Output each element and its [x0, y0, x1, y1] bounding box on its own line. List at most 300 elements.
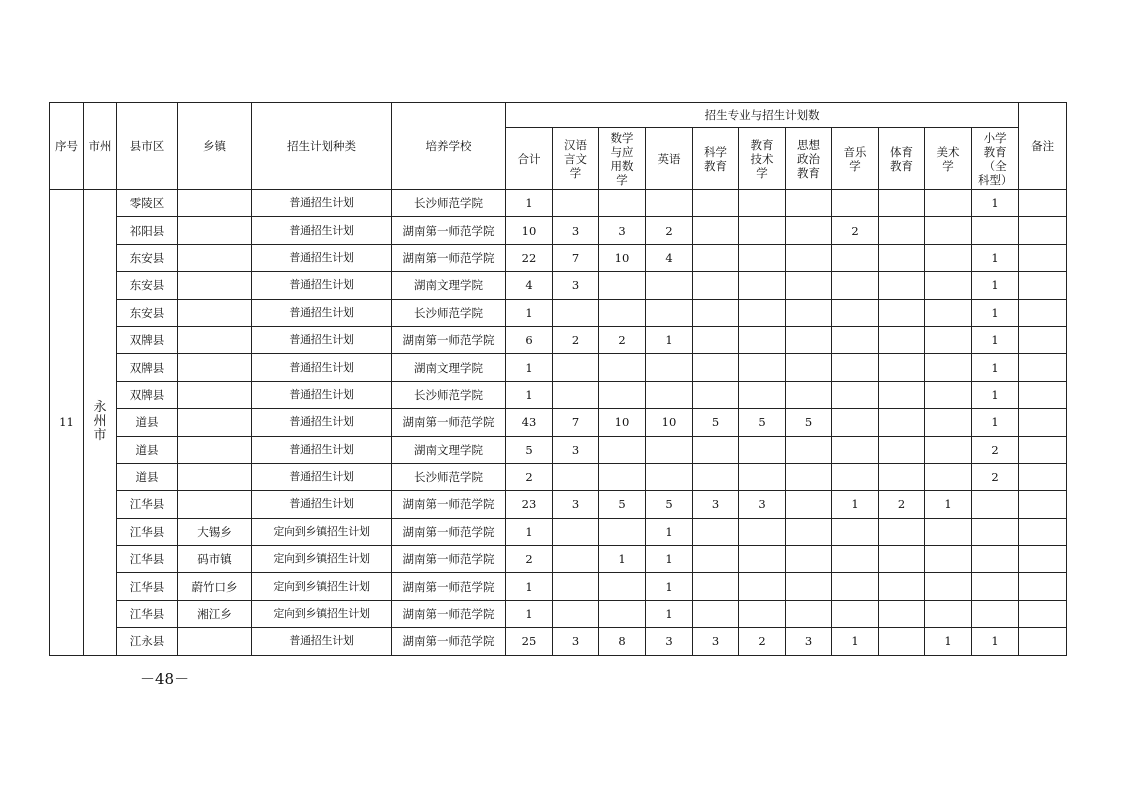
cell-major-7	[832, 436, 879, 463]
cell-major-5	[739, 326, 786, 353]
cell-major-6	[786, 546, 832, 573]
cell-major-5	[739, 518, 786, 545]
cell-major-2	[599, 463, 646, 490]
cell-plan-type: 普通招生计划	[252, 409, 392, 436]
cell-major-4	[693, 381, 739, 408]
cell-major-7	[832, 381, 879, 408]
cell-county: 祁阳县	[117, 217, 178, 244]
cell-major-9	[925, 409, 972, 436]
cell-remark	[1019, 326, 1067, 353]
cell-major-5	[739, 217, 786, 244]
table-row	[50, 491, 1067, 518]
cell-major-9	[925, 436, 972, 463]
cell-remark	[1019, 600, 1067, 627]
cell-major-9: 1	[925, 491, 972, 518]
cell-major-4	[693, 272, 739, 299]
cell-county: 东安县	[117, 244, 178, 271]
table-row	[50, 573, 1067, 600]
cell-school: 湖南第一师范学院	[392, 217, 506, 244]
cell-major-2: 2	[599, 326, 646, 353]
cell-major-4	[693, 518, 739, 545]
cell-major-7	[832, 354, 879, 381]
header-city: 市州	[84, 103, 117, 190]
cell-major-3	[646, 272, 693, 299]
cell-major-7	[832, 573, 879, 600]
table-row	[50, 272, 1067, 299]
cell-major-8	[879, 354, 925, 381]
cell-major-5	[739, 244, 786, 271]
cell-major-0: 22	[506, 244, 553, 271]
cell-town: 湘江乡	[178, 600, 252, 627]
cell-county: 江永县	[117, 628, 178, 655]
cell-town	[178, 436, 252, 463]
cell-major-1	[553, 354, 599, 381]
cell-remark	[1019, 546, 1067, 573]
cell-town	[178, 463, 252, 490]
cell-major-1	[553, 546, 599, 573]
cell-major-6: 5	[786, 409, 832, 436]
cell-school: 长沙师范学院	[392, 463, 506, 490]
cell-major-1: 3	[553, 436, 599, 463]
cell-major-6	[786, 354, 832, 381]
cell-major-10	[972, 600, 1019, 627]
cell-major-4: 3	[693, 491, 739, 518]
cell-major-4	[693, 190, 739, 217]
cell-major-10: 1	[972, 326, 1019, 353]
cell-county: 双牌县	[117, 326, 178, 353]
cell-major-10: 1	[972, 628, 1019, 655]
header-major-7: 音乐学	[832, 128, 879, 190]
cell-major-9	[925, 518, 972, 545]
table-row	[50, 436, 1067, 463]
cell-major-5	[739, 299, 786, 326]
cell-major-2: 3	[599, 217, 646, 244]
cell-major-10: 1	[972, 409, 1019, 436]
cell-major-8	[879, 436, 925, 463]
cell-major-1	[553, 190, 599, 217]
cell-major-9	[925, 381, 972, 408]
cell-county: 东安县	[117, 272, 178, 299]
cell-major-4	[693, 354, 739, 381]
enrollment-plan-table	[49, 102, 1067, 656]
cell-major-0: 43	[506, 409, 553, 436]
table-row	[50, 463, 1067, 490]
cell-major-5	[739, 573, 786, 600]
cell-town	[178, 409, 252, 436]
cell-major-7: 1	[832, 491, 879, 518]
cell-major-10	[972, 518, 1019, 545]
cell-school: 湖南文理学院	[392, 436, 506, 463]
cell-major-4	[693, 463, 739, 490]
cell-county: 东安县	[117, 299, 178, 326]
cell-major-8	[879, 272, 925, 299]
cell-major-1	[553, 518, 599, 545]
cell-major-1: 3	[553, 628, 599, 655]
cell-major-6	[786, 244, 832, 271]
cell-major-10: 1	[972, 190, 1019, 217]
cell-major-2: 10	[599, 244, 646, 271]
table-row	[50, 299, 1067, 326]
cell-school: 湖南第一师范学院	[392, 409, 506, 436]
cell-remark	[1019, 628, 1067, 655]
cell-county: 江华县	[117, 600, 178, 627]
cell-county: 江华县	[117, 491, 178, 518]
cell-major-8	[879, 326, 925, 353]
cell-remark	[1019, 463, 1067, 490]
cell-major-0: 1	[506, 573, 553, 600]
cell-major-6	[786, 381, 832, 408]
cell-major-5	[739, 436, 786, 463]
cell-major-0: 1	[506, 381, 553, 408]
header-major-2: 数学与应用数学	[599, 128, 646, 190]
cell-major-9	[925, 326, 972, 353]
cell-major-3: 1	[646, 518, 693, 545]
cell-remark	[1019, 244, 1067, 271]
cell-major-0: 1	[506, 190, 553, 217]
cell-major-7	[832, 600, 879, 627]
cell-major-0: 1	[506, 600, 553, 627]
cell-remark	[1019, 299, 1067, 326]
cell-major-7: 2	[832, 217, 879, 244]
cell-major-8: 2	[879, 491, 925, 518]
cell-major-10: 1	[972, 299, 1019, 326]
cell-county: 零陵区	[117, 190, 178, 217]
cell-major-3: 1	[646, 546, 693, 573]
cell-major-5	[739, 190, 786, 217]
cell-major-5: 3	[739, 491, 786, 518]
cell-town	[178, 326, 252, 353]
header-major-1: 汉语言文学	[553, 128, 599, 190]
cell-major-10	[972, 573, 1019, 600]
cell-major-5	[739, 600, 786, 627]
header-major-5: 教育技术学	[739, 128, 786, 190]
table-row	[50, 546, 1067, 573]
cell-major-4	[693, 600, 739, 627]
cell-major-1: 3	[553, 272, 599, 299]
cell-major-3	[646, 354, 693, 381]
header-school: 培养学校	[392, 103, 506, 190]
cell-major-6	[786, 518, 832, 545]
cell-major-10	[972, 546, 1019, 573]
cell-county: 江华县	[117, 518, 178, 545]
cell-major-2	[599, 518, 646, 545]
cell-major-1	[553, 573, 599, 600]
cell-remark	[1019, 409, 1067, 436]
cell-major-3	[646, 463, 693, 490]
cell-plan-type: 普通招生计划	[252, 299, 392, 326]
cell-major-3: 3	[646, 628, 693, 655]
cell-major-9	[925, 600, 972, 627]
cell-remark	[1019, 573, 1067, 600]
cell-major-2: 10	[599, 409, 646, 436]
cell-major-9	[925, 463, 972, 490]
cell-major-5	[739, 354, 786, 381]
cell-major-6	[786, 272, 832, 299]
cell-major-8	[879, 463, 925, 490]
cell-major-4: 3	[693, 628, 739, 655]
cell-plan-type: 普通招生计划	[252, 436, 392, 463]
table-row	[50, 326, 1067, 353]
cell-school: 湖南第一师范学院	[392, 546, 506, 573]
cell-major-9	[925, 546, 972, 573]
table-row	[50, 190, 1067, 217]
cell-major-9	[925, 354, 972, 381]
cell-major-1	[553, 463, 599, 490]
cell-major-10: 2	[972, 463, 1019, 490]
cell-plan-type: 普通招生计划	[252, 354, 392, 381]
cell-major-8	[879, 546, 925, 573]
cell-county: 双牌县	[117, 354, 178, 381]
cell-major-5	[739, 463, 786, 490]
cell-major-3: 1	[646, 573, 693, 600]
cell-major-8	[879, 381, 925, 408]
cell-major-1: 3	[553, 491, 599, 518]
row-group-seq: 11	[50, 190, 84, 656]
cell-major-4	[693, 573, 739, 600]
cell-town	[178, 272, 252, 299]
table-row	[50, 409, 1067, 436]
page-number: －48－	[140, 670, 190, 688]
cell-major-2	[599, 436, 646, 463]
cell-plan-type: 定向到乡镇招生计划	[252, 600, 392, 627]
cell-major-7: 1	[832, 628, 879, 655]
cell-town: 大锡乡	[178, 518, 252, 545]
cell-major-8	[879, 573, 925, 600]
cell-major-2	[599, 381, 646, 408]
table-row	[50, 217, 1067, 244]
cell-remark	[1019, 436, 1067, 463]
cell-major-10: 1	[972, 272, 1019, 299]
cell-major-3: 4	[646, 244, 693, 271]
table-row	[50, 518, 1067, 545]
cell-remark	[1019, 217, 1067, 244]
cell-major-8	[879, 217, 925, 244]
cell-major-5: 2	[739, 628, 786, 655]
cell-remark	[1019, 354, 1067, 381]
cell-major-2: 1	[599, 546, 646, 573]
cell-major-7	[832, 326, 879, 353]
cell-major-6: 3	[786, 628, 832, 655]
cell-school: 湖南第一师范学院	[392, 244, 506, 271]
cell-major-8	[879, 518, 925, 545]
cell-major-3	[646, 381, 693, 408]
cell-major-6	[786, 326, 832, 353]
cell-plan-type: 普通招生计划	[252, 326, 392, 353]
cell-major-4	[693, 436, 739, 463]
cell-plan-type: 普通招生计划	[252, 463, 392, 490]
cell-remark	[1019, 190, 1067, 217]
header-major-8: 体育教育	[879, 128, 925, 190]
cell-major-1: 2	[553, 326, 599, 353]
cell-major-5	[739, 546, 786, 573]
cell-plan-type: 普通招生计划	[252, 491, 392, 518]
header-major-10: 小学教育（全科型）	[972, 128, 1019, 190]
cell-plan-type: 普通招生计划	[252, 628, 392, 655]
table-header	[50, 103, 1067, 190]
cell-major-0: 23	[506, 491, 553, 518]
cell-major-2	[599, 299, 646, 326]
cell-major-2	[599, 190, 646, 217]
cell-major-1	[553, 600, 599, 627]
cell-major-8	[879, 409, 925, 436]
cell-school: 湖南第一师范学院	[392, 628, 506, 655]
cell-major-3: 1	[646, 600, 693, 627]
cell-major-3: 5	[646, 491, 693, 518]
cell-major-6	[786, 299, 832, 326]
cell-major-4: 5	[693, 409, 739, 436]
cell-major-7	[832, 463, 879, 490]
table-row	[50, 600, 1067, 627]
cell-major-0: 10	[506, 217, 553, 244]
cell-major-6	[786, 573, 832, 600]
cell-county: 道县	[117, 463, 178, 490]
cell-major-7	[832, 244, 879, 271]
cell-county: 江华县	[117, 546, 178, 573]
cell-major-4	[693, 299, 739, 326]
cell-school: 湖南文理学院	[392, 272, 506, 299]
cell-major-4	[693, 326, 739, 353]
table-row	[50, 354, 1067, 381]
cell-town: 蔚竹口乡	[178, 573, 252, 600]
header-major-0: 合计	[506, 128, 553, 190]
cell-major-3	[646, 190, 693, 217]
cell-major-7	[832, 546, 879, 573]
cell-major-6	[786, 491, 832, 518]
cell-major-7	[832, 272, 879, 299]
cell-major-1	[553, 299, 599, 326]
cell-major-5	[739, 272, 786, 299]
header-plan-type: 招生计划种类	[252, 103, 392, 190]
cell-major-0: 2	[506, 463, 553, 490]
cell-major-6	[786, 600, 832, 627]
cell-major-9	[925, 244, 972, 271]
cell-major-10: 1	[972, 381, 1019, 408]
table-row	[50, 244, 1067, 271]
cell-major-10	[972, 217, 1019, 244]
cell-major-3: 10	[646, 409, 693, 436]
cell-major-1: 3	[553, 217, 599, 244]
cell-plan-type: 定向到乡镇招生计划	[252, 573, 392, 600]
cell-county: 道县	[117, 436, 178, 463]
cell-major-3	[646, 299, 693, 326]
cell-major-8	[879, 628, 925, 655]
cell-school: 湖南第一师范学院	[392, 491, 506, 518]
row-group-city	[84, 190, 117, 656]
cell-major-7	[832, 518, 879, 545]
header-seq: 序号	[50, 103, 84, 190]
cell-major-6	[786, 463, 832, 490]
cell-major-0: 1	[506, 299, 553, 326]
cell-school: 长沙师范学院	[392, 381, 506, 408]
cell-county: 道县	[117, 409, 178, 436]
header-major-6: 思想政治教育	[786, 128, 832, 190]
cell-town	[178, 628, 252, 655]
cell-major-2	[599, 354, 646, 381]
cell-school: 长沙师范学院	[392, 299, 506, 326]
cell-major-9	[925, 573, 972, 600]
cell-remark	[1019, 491, 1067, 518]
cell-major-9	[925, 190, 972, 217]
cell-major-0: 4	[506, 272, 553, 299]
cell-major-7	[832, 190, 879, 217]
cell-remark	[1019, 518, 1067, 545]
cell-school: 湖南文理学院	[392, 354, 506, 381]
cell-town: 码市镇	[178, 546, 252, 573]
cell-major-8	[879, 600, 925, 627]
cell-major-9	[925, 217, 972, 244]
cell-school: 湖南第一师范学院	[392, 326, 506, 353]
cell-major-9	[925, 299, 972, 326]
cell-major-6	[786, 217, 832, 244]
header-remark: 备注	[1019, 103, 1067, 190]
cell-town	[178, 491, 252, 518]
cell-town	[178, 354, 252, 381]
cell-town	[178, 244, 252, 271]
cell-major-2	[599, 573, 646, 600]
table-row	[50, 628, 1067, 655]
cell-school: 湖南第一师范学院	[392, 600, 506, 627]
header-major-4: 科学教育	[693, 128, 739, 190]
cell-plan-type: 普通招生计划	[252, 381, 392, 408]
cell-major-6	[786, 436, 832, 463]
cell-major-8	[879, 299, 925, 326]
header-major-group: 招生专业与招生计划数	[506, 103, 1019, 128]
cell-major-10: 2	[972, 436, 1019, 463]
header-county: 县市区	[117, 103, 178, 190]
cell-major-1	[553, 381, 599, 408]
cell-major-4	[693, 217, 739, 244]
cell-plan-type: 普通招生计划	[252, 190, 392, 217]
cell-major-3: 2	[646, 217, 693, 244]
cell-major-10: 1	[972, 244, 1019, 271]
city-name: 永州市	[93, 400, 107, 444]
header-town: 乡镇	[178, 103, 252, 190]
cell-major-3: 1	[646, 326, 693, 353]
cell-school: 湖南第一师范学院	[392, 573, 506, 600]
cell-major-7	[832, 299, 879, 326]
cell-major-9: 1	[925, 628, 972, 655]
cell-major-2: 5	[599, 491, 646, 518]
cell-major-10: 1	[972, 354, 1019, 381]
cell-major-5: 5	[739, 409, 786, 436]
cell-major-2: 8	[599, 628, 646, 655]
cell-remark	[1019, 272, 1067, 299]
cell-school: 湖南第一师范学院	[392, 518, 506, 545]
cell-town	[178, 299, 252, 326]
table-body	[50, 190, 1067, 656]
header-major-9: 美术学	[925, 128, 972, 190]
cell-major-2	[599, 600, 646, 627]
cell-county: 双牌县	[117, 381, 178, 408]
cell-county: 江华县	[117, 573, 178, 600]
cell-plan-type: 定向到乡镇招生计划	[252, 546, 392, 573]
cell-major-0: 1	[506, 354, 553, 381]
cell-major-0: 5	[506, 436, 553, 463]
cell-major-8	[879, 190, 925, 217]
cell-major-6	[786, 190, 832, 217]
cell-town	[178, 190, 252, 217]
cell-plan-type: 定向到乡镇招生计划	[252, 518, 392, 545]
cell-major-10	[972, 491, 1019, 518]
cell-major-4	[693, 244, 739, 271]
cell-major-3	[646, 436, 693, 463]
cell-plan-type: 普通招生计划	[252, 272, 392, 299]
cell-major-0: 6	[506, 326, 553, 353]
cell-major-0: 1	[506, 518, 553, 545]
cell-major-8	[879, 244, 925, 271]
cell-town	[178, 217, 252, 244]
cell-major-2	[599, 272, 646, 299]
